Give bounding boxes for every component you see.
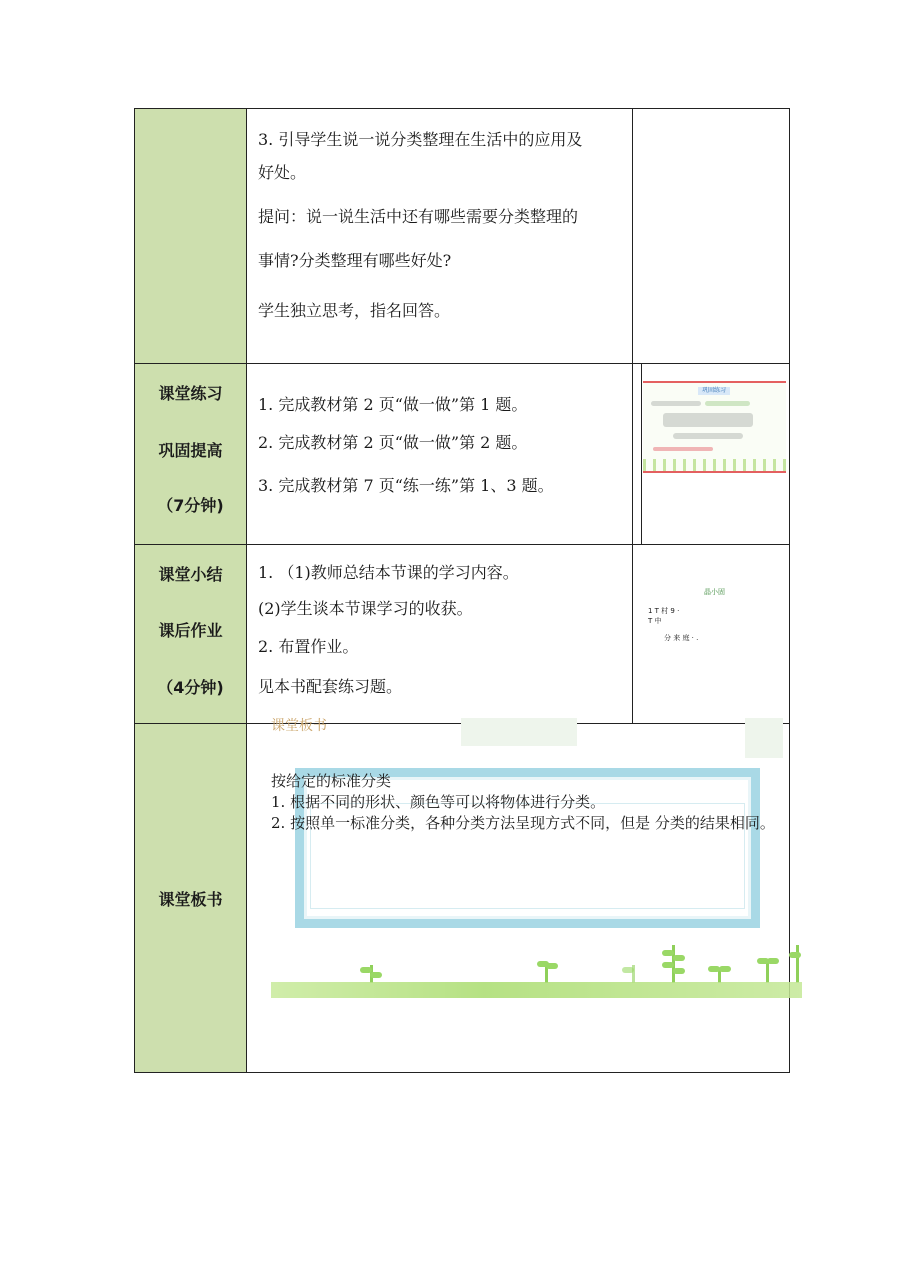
label-line: 课后作业: [158, 621, 223, 640]
content-line: 3. 引导学生说一说分类整理在生活中的应用及: [258, 130, 583, 149]
grass-decoration: [643, 459, 786, 471]
content-line: 好处。: [258, 163, 307, 182]
label-line: 课堂练习: [158, 384, 223, 403]
label-column: [135, 109, 246, 1072]
label-line: （4分钟): [157, 678, 224, 697]
content-line: 1. 完成教材第 2 页“做一做”第 1 题。: [258, 395, 528, 414]
grass-ground: [271, 982, 802, 998]
label-line: （7分钟): [157, 496, 224, 515]
board-heading: 按给定的标准分类: [271, 772, 392, 790]
thumbnail-title: 巩固练习: [698, 387, 730, 395]
thumbnail-line: 分 来 庭 · .: [664, 634, 699, 642]
practice-slide-thumbnail: [643, 381, 786, 473]
board-caption: 课堂板书: [271, 718, 327, 734]
label-line: 课堂小结: [158, 565, 223, 584]
board-point: 1. 根据不同的形状、颜色等可以将物体进行分类。: [271, 793, 606, 811]
content-line: 见本书配套练习题。: [258, 677, 403, 696]
thumbnail-line: T 中: [648, 617, 662, 625]
content-line: 提问：说一说生活中还有哪些需要分类整理的: [258, 207, 579, 226]
content-line: (2)学生谈本节课学习的收获。: [258, 599, 473, 618]
summary-slide-thumbnail: [640, 584, 780, 654]
content-line: 1. （1)教师总结本节课的学习内容。: [258, 563, 519, 582]
label-line: 巩固提高: [158, 441, 223, 460]
content-line: 2. 完成教材第 2 页“做一做”第 2 题。: [258, 433, 528, 452]
label-line: 课堂板书: [158, 890, 223, 909]
content-line: 事情?分类整理有哪些好处?: [258, 251, 452, 270]
content-line: 3. 完成教材第 7 页“练一练”第 1、3 题。: [258, 476, 554, 495]
content-line: 2. 布置作业。: [258, 637, 359, 656]
content-line: 学生独立思考，指名回答。: [258, 301, 451, 320]
thumbnail-title: 晶小固: [704, 588, 725, 596]
board-point: 2. 按照单一标准分类，各种分类方法呈现方式不同，但是 分类的结果相同。: [271, 814, 775, 832]
thumbnail-line: 1 T 村 9 ·: [648, 607, 680, 615]
